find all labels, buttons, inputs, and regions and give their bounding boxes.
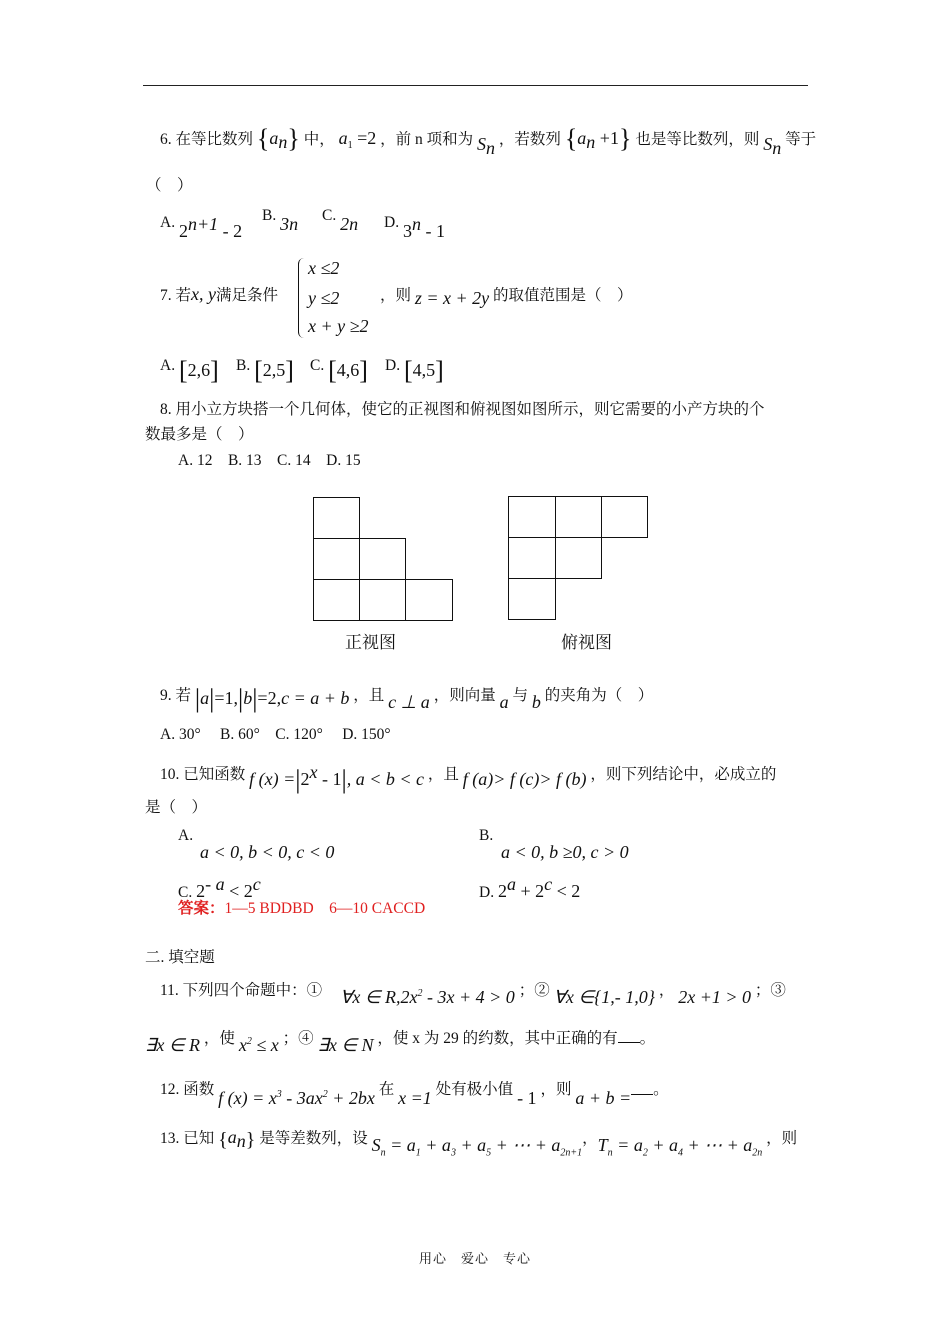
q6-option-c: C. 2n: [322, 207, 359, 234]
q7-option-c: C. [4,6]: [310, 356, 368, 385]
header-rule: [143, 85, 808, 86]
q13-stem: 13. 已知 $\{a_n\}$ 是等差数列，设 $S_n = a_1 + a_3 + a_5$ + ⋯ + $a_{2n+1}$，$T_n = a_2 + a_4$ + ⋯ + $a_{2n}$ ，则: [160, 1127, 798, 1159]
q12-stem: 12. 函数 f $(x) = x^3 - 3ax^2 + 2bx$ 在 x =1 处有极小值 - 1 ，则 a + b = 。: [160, 1081, 669, 1108]
q7-stem: 7. 若x, y满足条件: [160, 284, 279, 304]
q6-paren: （ ）: [146, 177, 193, 194]
q6-option-b: B. 3n: [262, 207, 299, 234]
front-view-cell: [359, 579, 406, 621]
front-view-cell: [313, 538, 360, 580]
q7-option-d: D. [4,5]: [385, 356, 444, 385]
q10-line-2: 是（ ）: [145, 799, 208, 816]
q9-options: A. 30° B. 60° C. 120° D. 150°: [160, 726, 391, 743]
front-view-cell: [313, 579, 360, 621]
top-view-cell: [555, 537, 602, 579]
q8-line-1: 8. 用小立方块搭一个几何体，使它的正视图和俯视图如图所示，则它需要的小产方块的个: [160, 401, 765, 418]
q10-option-a: A. a < 0, b < 0, c < 0: [178, 827, 335, 862]
front-view-cell: [359, 538, 406, 580]
q6-stem: 6. 在等比数列 $\{a_n\}$ 中， $a_1 =2$ ，前 n 项和为 $S_n$ ，若数列 $\{a_n +1\}$ 也是等比数列，则 $S_n$ 等于: [160, 124, 817, 159]
q9-stem: 9. 若 |a|=1,|b|=2,c = a + b ，且 c ⊥ a ，则向量 a 与 b 的夹角为（ ）: [160, 684, 654, 713]
q7-option-a: A. [2,6]: [160, 356, 219, 385]
q12-answer-blank: [631, 1082, 653, 1095]
q10-option-d: D. $2^a + 2^c < 2$: [479, 874, 581, 901]
top-view-cell: [601, 496, 648, 538]
top-view-cell: [508, 496, 556, 538]
q8-line-2: 数最多是（ ）: [145, 426, 254, 443]
q10-stem: 10. 已知函数 f $(x) =|2^x - 1|$, a < b < c ，且 f (a)> f (c)> f (b) ，则下列结论中，必成立的: [160, 762, 777, 794]
top-view-cell: [508, 578, 556, 620]
q7-stem-end: ，则 z = x + 2y 的取值范围是（ ）: [380, 287, 633, 308]
q11-stem: 11. 下列四个命题中：① ∀x ∈ $R,2x^2 - 3x + 4 > 0$ ；② ∀x ∈{1,- 1,0} ， 2x +1 > 0 ；③: [160, 982, 786, 1007]
front-view-caption: 正视图: [345, 633, 396, 652]
top-view-cell: [508, 537, 556, 579]
q7-cond-2: y ≤2: [308, 288, 340, 308]
q6-option-d: D. 3$^n$ - 1: [384, 214, 445, 241]
top-view-caption: 俯视图: [561, 633, 612, 652]
q11-answer-blank: [618, 1030, 640, 1043]
q7-option-b: B. [2,5]: [236, 356, 294, 385]
section-2-title: 二. 填空题: [145, 949, 215, 966]
q7-brace: [298, 258, 305, 338]
page-footer: 用心 爱心 专心: [418, 1251, 531, 1266]
q6-option-a: A. $2^{n+1} - 2$: [160, 214, 243, 241]
q8-options: A. 12 B. 13 C. 14 D. 15: [178, 452, 361, 469]
q10-option-c: C. $2^{- a} < 2^c$: [178, 874, 261, 901]
front-view-cell: [405, 579, 453, 621]
q7-cond-1: x ≤2: [308, 258, 340, 278]
q10-option-b: B. a < 0, b ≥0, c > 0: [479, 827, 629, 862]
answer-line: 答案：1—5 BDDBD 6—10 CACCD: [178, 900, 426, 917]
q7-cond-3: x + y ≥2: [308, 316, 369, 336]
front-view-cell: [313, 497, 360, 539]
q11-line-2: ∃x ∈ R ，使 $x^2 \le x$ ；④ ∃x ∈ N ，使 x 为 29 的约数，其中正确的有 。: [145, 1030, 656, 1055]
top-view-cell: [555, 496, 602, 538]
